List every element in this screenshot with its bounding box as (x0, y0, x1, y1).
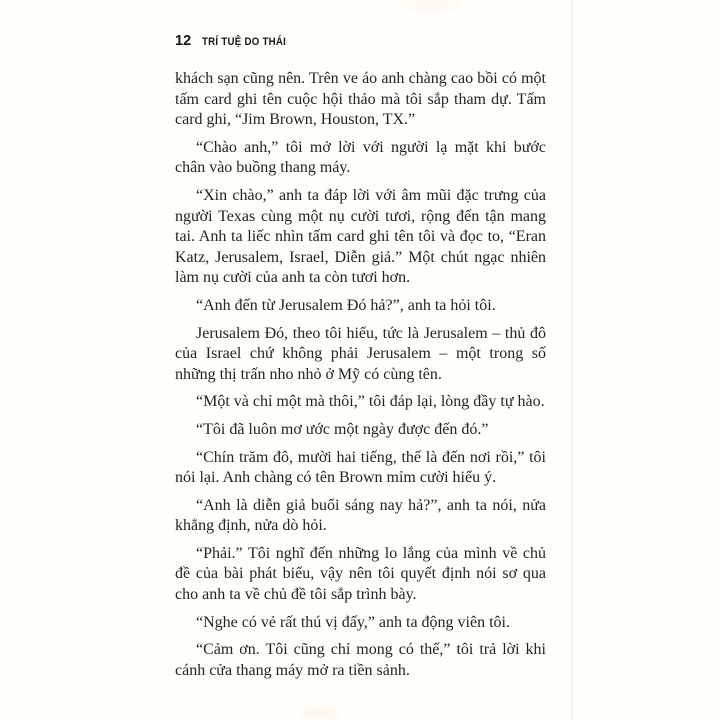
paragraph: “Xin chào,” anh ta đáp lời với âm mũi đặc trưng của người Texas cùng một nụ cười tươi, rộng đến tận mang tai. Anh ta liếc nhìn tấm card ghi tên tôi và đọc to, “Eran Katz, Jerusalem, Israel, Diễn giả.” Một chút ngạc nhiên làm nụ cười của anh ta còn tươi hơn. (175, 186, 546, 287)
paragraph: “Chào anh,” tôi mở lời với người lạ mặt khi bước chân vào buồng thang máy. (175, 138, 546, 177)
paragraph: “Một và chỉ một mà thôi,” tôi đáp lại, lòng đầy tự hào. (196, 393, 545, 411)
page-number: 12 (175, 33, 192, 49)
paragraph: khách sạn cũng nên. Trên ve áo anh chàng cao bồi có một tấm card ghi tên cuộc hội thảo mà tôi sắp tham dự. Tấm card ghi, “Jim Brown, Houston, TX.” (175, 70, 546, 129)
running-title: TRÍ TUỆ DO THÁI (202, 36, 287, 48)
paragraph: Jerusalem Đó, theo tôi hiểu, tức là Jerusalem – thủ đô của Israel chứ không phải Jerusalem – một trong số những thị trấn nho nhỏ ở Mỹ có cùng tên. (175, 324, 546, 383)
paragraph: “Cảm ơn. Tôi cũng chỉ mong có thế,” tôi trả lời khi cánh cửa thang máy mở ra tiền sảnh. (175, 641, 546, 679)
paragraph: “Phải.” Tôi nghĩ đến những lo lắng của mình về chủ đề của bài phát biểu, vậy nên tôi quyết định nói sơ qua cho anh ta về chủ đề tôi sắp trình bày. (175, 544, 546, 604)
paragraph: “Nghe có vẻ rất thú vị đấy,” anh ta động viên tôi. (196, 613, 510, 631)
paragraph: “Chín trăm đô, mười hai tiếng, thế là đến nơi rồi,” tôi nói lại. Anh chàng có tên Brown mỉm cười hiểu ý. (175, 448, 546, 487)
paragraph: “Tôi đã luôn mơ ước một ngày được đến đó.” (196, 420, 489, 438)
scan-tint-artifact (300, 708, 340, 720)
page-edge-shadow (571, 0, 573, 720)
paragraph: “Anh đến từ Jerusalem Đó hả?”, anh ta hỏi tôi. (196, 296, 496, 314)
page-body (175, 69, 546, 688)
page-header (175, 33, 298, 49)
paragraph: “Anh là diễn giả buổi sáng nay hả?”, anh ta nói, nửa khẳng định, nửa dò hỏi. (175, 496, 546, 535)
scan-tint-artifact (400, 0, 460, 10)
